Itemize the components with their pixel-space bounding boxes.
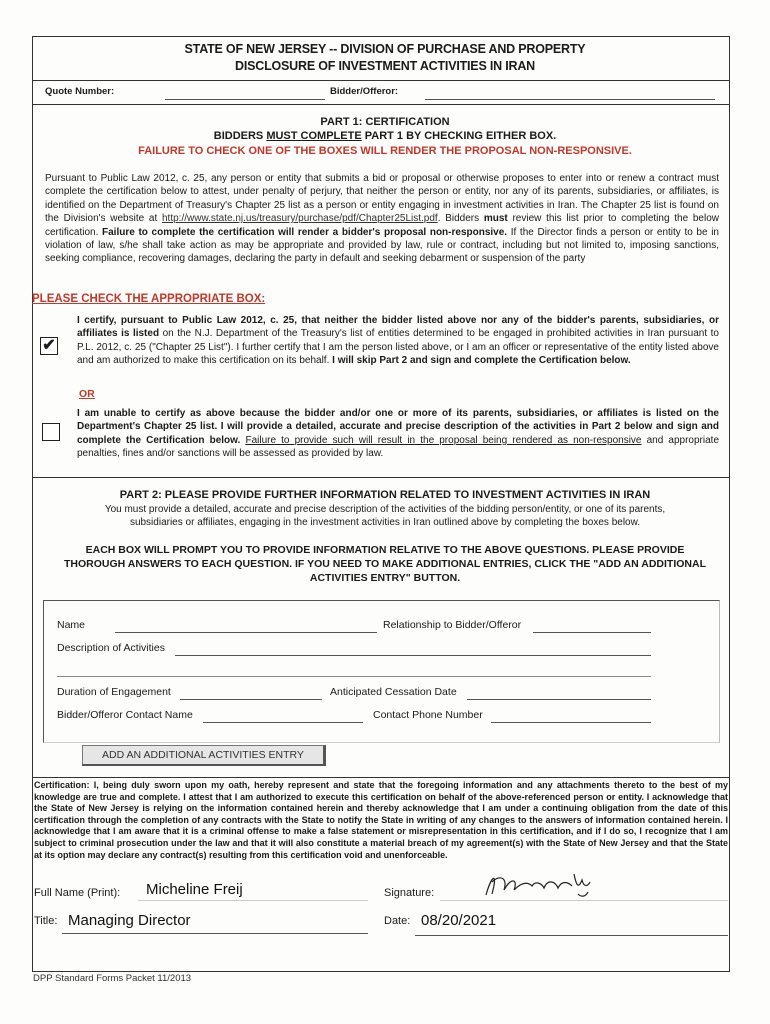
divider	[32, 80, 730, 81]
part2-prompt3: ACTIVITIES ENTRY" BUTTON.	[309, 572, 461, 584]
intro-text-c: review this list prior to completing the below certification.	[45, 213, 719, 238]
signature-image[interactable]	[478, 868, 593, 900]
part1-subheading	[0, 130, 770, 142]
intro-text-d: If the Director finds a person or entity to be in violation of law, s/he shall take action as may be appropriate and provided by law, rule or contract, including but not limited to, imposing sanctions, seeking compliance, recovering damages, declaring the party in default and seeking debarment or suspension of the party	[45, 226, 719, 265]
contact-phone-label: Contact Phone Number	[373, 709, 483, 721]
part2-heading: PART 2: PLEASE PROVIDE FURTHER INFORMATION RELATED TO INVESTMENT ACTIVITIES IN IRAN	[119, 489, 651, 501]
duration-label: Duration of Engagement	[57, 686, 171, 698]
part1-warning: FAILURE TO CHECK ONE OF THE BOXES WILL RENDER THE PROPOSAL NON-RESPONSIVE.	[138, 145, 632, 157]
divider	[32, 477, 730, 478]
full-name-label: Full Name (Print):	[34, 887, 121, 899]
description-label: Description of Activities	[57, 642, 165, 654]
unable-to-certify-checkbox[interactable]	[42, 423, 60, 441]
contact-name-field[interactable]	[203, 722, 363, 723]
duration-field[interactable]	[180, 699, 322, 700]
part1-sub-must: MUST COMPLETE	[266, 130, 362, 142]
date-line	[415, 935, 728, 936]
option1-bold: I certify, pursuant to Public Law 2012, c. 25, that neither the bidder listed above nor any of the bidder's parents, subsidiaries, or affiliates is listed	[77, 315, 719, 340]
divider	[32, 777, 730, 778]
part1-heading: PART 1: CERTIFICATION	[320, 116, 450, 128]
part1-intro-paragraph	[45, 172, 719, 266]
bidder-offeror-field[interactable]	[425, 99, 715, 100]
intro-must: must	[483, 213, 508, 225]
name-field[interactable]	[115, 632, 377, 633]
cessation-date-field[interactable]	[467, 699, 651, 700]
part2-line2: subsidiaries or affiliates, engaging in the investment activities in Iran outlined above by completing the boxes below.	[129, 517, 641, 528]
option2-text	[77, 407, 719, 461]
full-name-value[interactable]: Micheline Freij	[146, 881, 243, 898]
description-field-line2[interactable]	[57, 676, 651, 677]
part1-sub-suffix: PART 1 BY CHECKING EITHER BOX.	[361, 130, 557, 142]
option1-text	[77, 314, 719, 368]
intro-bold: Failure to complete the certification will render a bidder's proposal non-responsive.	[102, 226, 508, 238]
option1-end: I will skip Part 2 and sign and complete the Certification below.	[332, 355, 631, 367]
full-name-line	[138, 900, 368, 901]
check-appropriate-box-heading: PLEASE CHECK THE APPROPRIATE BOX:	[32, 293, 266, 305]
certify-not-listed-checkbox[interactable]: ✔	[40, 337, 58, 355]
cessation-date-label: Anticipated Cessation Date	[330, 686, 457, 698]
bidder-offeror-label: Bidder/Offeror:	[330, 86, 399, 97]
title-line	[62, 933, 368, 934]
intro-text-a: Pursuant to Public Law 2012, c. 25, any person or entity that submits a bid or proposal or otherwise proposes to enter into or renew a contract must complete the certification below to attest, under penalty of perjury, that neither the person or entity, nor any of its parents, subsidiaries, or affiliates, is identified on the Department of Treasury's Chapter 25 list as a person or entity engaging in investment activities in Iran. The Chapter 25 list is found on the Division's website at	[45, 173, 719, 225]
certification-text: Certification: I, being duly sworn upon my oath, hereby represent and state that the foregoing information and any attachments thereto to the best of my knowledge are true and complete. I attest that I am authorized to execute this certification on behalf of the above-referenced person or entity. I acknowledge that the State of New Jersey is relying on the information contained herein and thereby acknowledge that I am under a continuing obligation from the date of this certification through the completion of any contracts with the State to notify the State in writing of any changes to the answers of information contained herein. I acknowledge that I am aware that it is a criminal offense to make a false statement or misrepresentation in this certification, and if I do so, I recognize that I am subject to criminal prosecution under the law and that it will also constitute a material breach of my agreement(s) with the State of New Jersey and that the State at its option may declare any contract(s) resulting from this certification void and unenforceable.	[34, 780, 728, 860]
form-title-line2: DISCLOSURE OF INVESTMENT ACTIVITIES IN IRAN	[235, 59, 535, 73]
contact-phone-field[interactable]	[491, 722, 651, 723]
option1-body: on the N.J. Department of the Treasury's list of entities determined to be engaged in prohibited activities in Iran pursuant to P.L. 2012, c. 25 ("Chapter 25 List"). I further certify that I am the person listed above, or I am an officer or representative of the entity listed above and am authorized to make this certification on its behalf.	[77, 328, 719, 367]
part1-sub-prefix: BIDDERS	[213, 130, 267, 142]
form-id: DPP Standard Forms Packet 11/2013	[33, 973, 192, 984]
part2-prompt1: EACH BOX WILL PROMPT YOU TO PROVIDE INFORMATION RELATIVE TO THE ABOVE QUESTIONS. PLEASE PROVIDE	[85, 544, 685, 556]
relationship-label: Relationship to Bidder/Offeror	[383, 619, 522, 631]
date-value[interactable]: 08/20/2021	[421, 912, 497, 929]
form-title-line1: STATE OF NEW JERSEY -- DIVISION OF PURCHASE AND PROPERTY	[184, 42, 586, 56]
divider	[32, 104, 730, 105]
intro-text-b: . Bidders	[437, 213, 484, 225]
title-label: Title:	[34, 915, 58, 927]
signature-line	[440, 900, 728, 901]
option2-end: and appropriate penalties, fines and/or sanctions will be assessed as provided by law.	[77, 434, 720, 460]
signature-label: Signature:	[384, 887, 435, 899]
title-value[interactable]: Managing Director	[68, 912, 191, 929]
date-label: Date:	[384, 915, 411, 927]
quote-number-label: Quote Number:	[45, 86, 115, 97]
part2-prompt2: THOROUGH ANSWERS TO EACH QUESTION. IF YOU NEED TO MAKE ADDITIONAL ENTRIES, CLICK THE "ADD AN ADDITIONAL	[64, 558, 706, 570]
contact-name-label: Bidder/Offeror Contact Name	[57, 709, 193, 721]
quote-number-field[interactable]	[165, 99, 325, 100]
add-activities-entry-button[interactable]: ADD AN ADDITIONAL ACTIVITIES ENTRY	[82, 745, 326, 766]
option2-underlined: Failure to provide such will result in the proposal being rendered as non-responsive	[245, 434, 642, 446]
name-label: Name	[57, 619, 86, 631]
relationship-field[interactable]	[533, 632, 651, 633]
description-field[interactable]	[175, 655, 651, 656]
or-label: OR	[79, 388, 95, 400]
chapter25-list-link[interactable]: http://www.state.nj.us/treasury/purchase/pdf/Chapter25List.pdf	[161, 213, 438, 225]
option2-bold: I am unable to certify as above because the bidder and/or one or more of its parents, subsidiaries, or affiliates is listed on the Department's Chapter 25 list. I will provide a detailed, accurate and precise description of the activities in Part 2 below and sign and complete the Certification below.	[77, 408, 719, 446]
part2-line1: You must provide a detailed, accurate and precise description of the activities of the bidding person/entity, or one of its parents,	[104, 504, 666, 515]
